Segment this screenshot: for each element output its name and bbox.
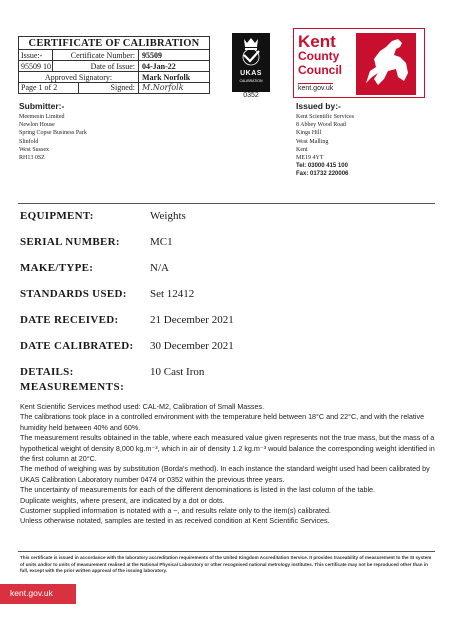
approved-signatory-row: [19, 72, 209, 83]
kent-logo-line1: Kent: [298, 32, 336, 51]
approved-signatory-label: Approved Signatory:: [19, 72, 139, 82]
issuer-line: ME19 4YT: [296, 155, 324, 162]
field-equipment: [20, 210, 430, 224]
field-value: 30 December 2021: [150, 340, 234, 352]
field-date-calibrated: [20, 340, 430, 354]
kent-logo-line2: County: [298, 49, 340, 63]
issuer-fax: Fax: 01732 220006: [296, 171, 349, 178]
ukas-logo: [232, 33, 270, 101]
field-value: 21 December 2021: [150, 314, 234, 326]
issuer-line: Kent Scientific Services: [296, 114, 354, 120]
ukas-badge: [232, 33, 270, 92]
certificate-header-box: [18, 36, 210, 94]
kent-gov-uk-tab-text: kent.gov.uk: [10, 588, 53, 598]
issue-label: Issue:-: [19, 50, 53, 60]
ukas-subtitle: CALIBRATION: [239, 79, 263, 83]
measurements-paragraph: Customer supplied information is notated with a ~, and results relate only to the item(s) calibrated.: [20, 506, 332, 516]
measurements-paragraph: The method of weighing was by substitution (Borda's method). In each instance the standard weight used had been calibrated by UKAS Calibration Laboratory number 0474 or 0352 within the previous three years.: [20, 464, 430, 484]
measurements-text: [20, 402, 435, 527]
measurements-paragraph: The calibrations took place in a controlled environment with the temperature held between 18°C and 22°C, and with the relative humidity held between 40% and 60%.: [20, 412, 425, 432]
date-of-issue-label: Date of Issue:: [53, 61, 139, 71]
measurements-paragraph: The measurement results obtained in the table, where each measured value given represents not the true mass, but the mass of a hypothetical weight of density 8,000 kg.m⁻³, which in air of density 1.2 kg.m⁻³ would balance the corresponding weight identified in the first column at 20°C.: [20, 433, 435, 464]
field-make-type: [20, 262, 430, 276]
field-label: DATE RECEIVED:: [20, 314, 119, 326]
submitter-line: Spring Copse Business Park: [19, 130, 87, 137]
page-number: Page 1 of 2: [19, 83, 79, 93]
field-value: N/A: [150, 262, 169, 274]
field-label: SERIAL NUMBER:: [20, 236, 120, 248]
white-horse-icon: [356, 33, 416, 95]
submitter-line: West Sussex: [19, 146, 50, 153]
measurements-heading: MEASUREMENTS:: [20, 381, 125, 393]
field-value: 10 Cast Iron: [150, 366, 205, 378]
submitter-line: Meemesin Limited: [19, 114, 65, 120]
certificate-number-value: 95509: [142, 51, 162, 60]
field-date-received: [20, 314, 430, 328]
approved-signatory-name: Mark Norfolk: [142, 73, 191, 82]
signed-label: Signed:: [79, 83, 139, 93]
field-standards-used: [20, 288, 430, 302]
kent-gov-uk-tab: [0, 584, 76, 604]
measurements-paragraph: Duplicate weights, where present, are indicated by a dot or dots.: [20, 495, 225, 505]
field-label: EQUIPMENT:: [20, 210, 94, 222]
measurements-paragraph: Kent Scientific Services method used: CAL-M2, Calibration of Small Masses.: [20, 402, 265, 411]
field-serial-number: [20, 236, 430, 250]
certificate-number-label: Certificate Number:: [53, 50, 139, 60]
date-of-issue-row: [19, 61, 209, 72]
kent-logo-url: kent.gov.uk: [298, 85, 334, 92]
issuer-block: [296, 101, 436, 179]
issuer-line: West Malling: [296, 138, 329, 145]
submitter-block: [19, 101, 219, 162]
submitter-line: RH13 0SZ: [19, 155, 45, 162]
submitter-heading: Submitter:-: [19, 101, 65, 111]
issuer-line: Kent: [296, 146, 308, 153]
ukas-number: 0352: [243, 92, 259, 99]
measurements-paragraph: The uncertainty of measurements for each of the different denominations is listed in the last column of the table.: [20, 485, 376, 495]
field-value: Set 12412: [150, 288, 195, 300]
crown-check-icon: [232, 33, 270, 69]
field-label: DETAILS:: [20, 366, 74, 378]
field-label: DATE CALIBRATED:: [20, 340, 134, 352]
certificate-number-row: [19, 50, 209, 61]
issuer-heading: Issued by:-: [296, 101, 341, 111]
issue-value: 95509 10: [21, 62, 51, 71]
field-value: Weights: [150, 210, 186, 222]
divider: [18, 551, 435, 552]
kent-logo-line3: Council: [298, 63, 342, 77]
submitter-line: Slinfold: [19, 138, 39, 145]
certificate-title: CERTIFICATE OF CALIBRATION: [19, 37, 209, 50]
ukas-word: UKAS: [240, 70, 262, 77]
accreditation-footer-note: This certificate is issued in accordance with the laboratory accreditation requirements of the United Kingdom Accreditation Service. It provides traceability of measurement to the SI system of units and/or to units of measurement realised at the National Physical Laboratory or other recognised national metrology institutes. This certificate may not be reproduced other than in full, except with the prior written approval of the issuing laboratory.: [20, 555, 432, 574]
measurements-paragraph: Unless otherwise notated, samples are tested in as received condition at Kent Scientific Services.: [20, 516, 330, 526]
divider: [18, 203, 435, 204]
field-details: [20, 366, 430, 380]
field-value: MC1: [150, 236, 173, 248]
date-of-issue-value: 04-Jan-22: [142, 62, 176, 71]
issuer-tel: Tel: 03000 415 100: [296, 163, 348, 170]
field-label: MAKE/TYPE:: [20, 262, 94, 274]
kent-county-council-logo: [293, 28, 425, 98]
submitter-line: Newlon House: [19, 122, 55, 129]
issuer-line: 8 Abbey Wood Road: [296, 122, 346, 129]
field-label: STANDARDS USED:: [20, 288, 127, 300]
issuer-line: Kings Hill: [296, 130, 322, 137]
signature: M.Norfolk: [142, 83, 184, 92]
page-signed-row: [19, 83, 209, 93]
